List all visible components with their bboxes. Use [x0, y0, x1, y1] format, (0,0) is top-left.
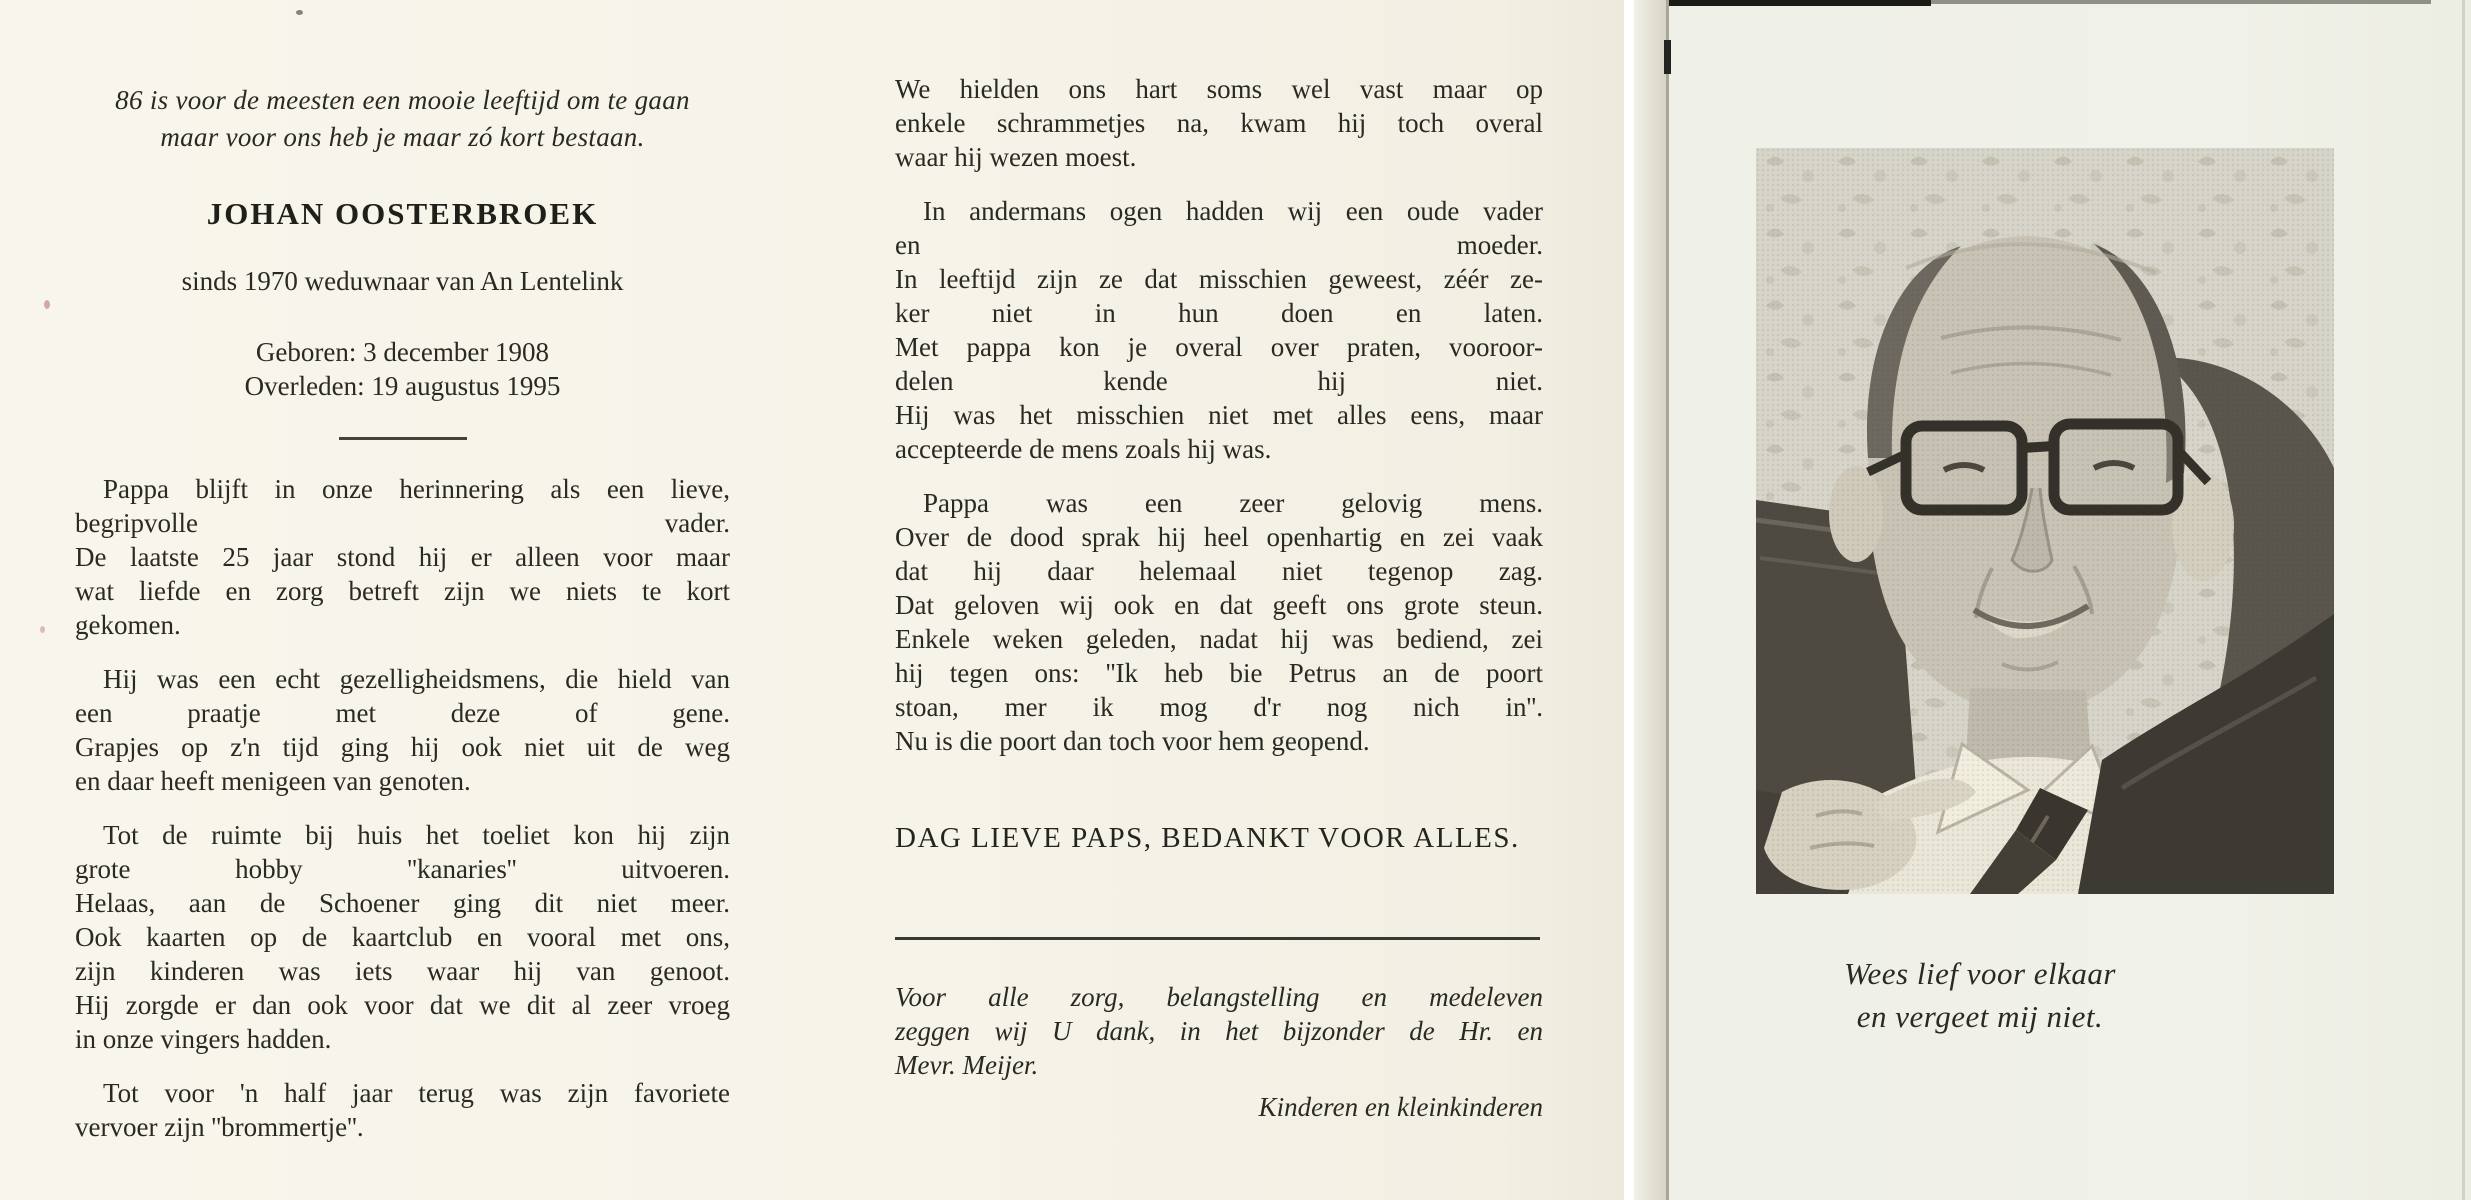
- scan-artifact-fold-mark: [1664, 40, 1671, 74]
- paragraph-sociable: Hij was een echt gezelligheidsmens, die hield van een praatje met deze of gene. Grapjes op z'n tijd ging hij ook niet uit de weg en daar heeft menigeen van genoten.: [75, 664, 730, 796]
- intro-verse: 86 is voor de meesten een mooie leeftijd om te gaan maar voor ons heb je maar zó kort bestaan.: [115, 85, 690, 152]
- left-text-column: [75, 82, 730, 1144]
- paragraph-hobby: Tot de ruimte bij huis het toeliet kon hij zijn grote hobby ''kanaries'' uitvoeren. Helaas, aan de Schoener ging dit niet meer. Ook kaarten op de kaartclub en vooral met ons, zijn kinderen was iets waar hij van genoot. Hij zorgde er dan ook voor dat we dit al zeer vroeg in onze vingers hadden.: [75, 820, 730, 1054]
- middle-text-column: [895, 72, 1543, 1123]
- halftone-overlay: [1756, 148, 2334, 894]
- paragraph-moped: Tot voor 'n half jaar terug was zijn favoriete vervoer zijn ''brommertje''.: [75, 1078, 730, 1142]
- deceased-name: JOHAN OOSTERBROEK: [206, 196, 599, 231]
- paper-speck: [44, 300, 50, 309]
- scan-artifact-top-strip: [1669, 0, 1931, 6]
- portrait-photo-art: [1756, 148, 2334, 894]
- widower-line: sinds 1970 weduwnaar van An Lentelink: [181, 266, 624, 296]
- death-date: Overleden: 19 augustus 1995: [244, 371, 561, 401]
- birth-date: Geboren: 3 december 1908: [255, 337, 550, 367]
- paper-speck: [40, 626, 45, 633]
- paragraph-heart: We hielden ons hart soms wel vast maar op enkele schrammetjes na, kwam hij toch overal waar hij wezen moest.: [895, 74, 1543, 172]
- page-edge-shadow: [1634, 0, 1666, 1200]
- scan-artifact-right-edge: [2462, 0, 2465, 1200]
- paragraph-old-parents: In andermans ogen hadden wij een oude vader en moeder. In leeftijd zijn ze dat misschien geweest, zéér ze- ker niet in hun doen en laten. Met pappa kon je overal over praten, vooroor- delen kende hij niet. Hij was het misschien niet met alles eens, maar accepteerde de mens zoals hij was.: [895, 196, 1543, 464]
- birth-death-dates: [75, 335, 730, 403]
- signature-line: Kinderen en kleinkinderen: [1258, 1092, 1543, 1122]
- farewell-line: DAG LIEVE PAPS, BEDANKT VOOR ALLES.: [895, 822, 1520, 854]
- portrait-photo: [1756, 148, 2334, 894]
- paper-speck: [296, 10, 303, 15]
- acknowledgement-text: Voor alle zorg, belangstelling en medeleven zeggen wij U dank, in het bijzonder de Hr. en Mevr. Meijer.: [895, 982, 1543, 1080]
- small-divider: [339, 437, 467, 440]
- scan-artifact-top-strip-light: [1931, 0, 2431, 4]
- paragraph-memory: Pappa blijft in onze herinnering als een lieve, begripvolle vader. De laatste 25 jaar stond hij er alleen voor maar wat liefde en zorg betreft zijn we niets te kort gekomen.: [75, 474, 730, 640]
- paragraph-faith: Pappa was een zeer gelovig mens. Over de dood sprak hij heel openhartig en zei vaak dat hij daar helemaal niet tegenop zag. Dat geloven wij ook en dat geeft ons grote steun. Enkele weken geleden, nadat hij was bediend, zei hij tegen ons: ''Ik heb bie Petrus an de poort stoan, mer ik mog d'r nog nich in''. Nu is die poort dan toch voor hem geopend.: [895, 488, 1543, 756]
- photo-caption: Wees lief voor elkaar en vergeet mij niet.: [1844, 956, 2116, 1034]
- wide-divider: [895, 937, 1540, 940]
- page-gap: [1624, 0, 1634, 1200]
